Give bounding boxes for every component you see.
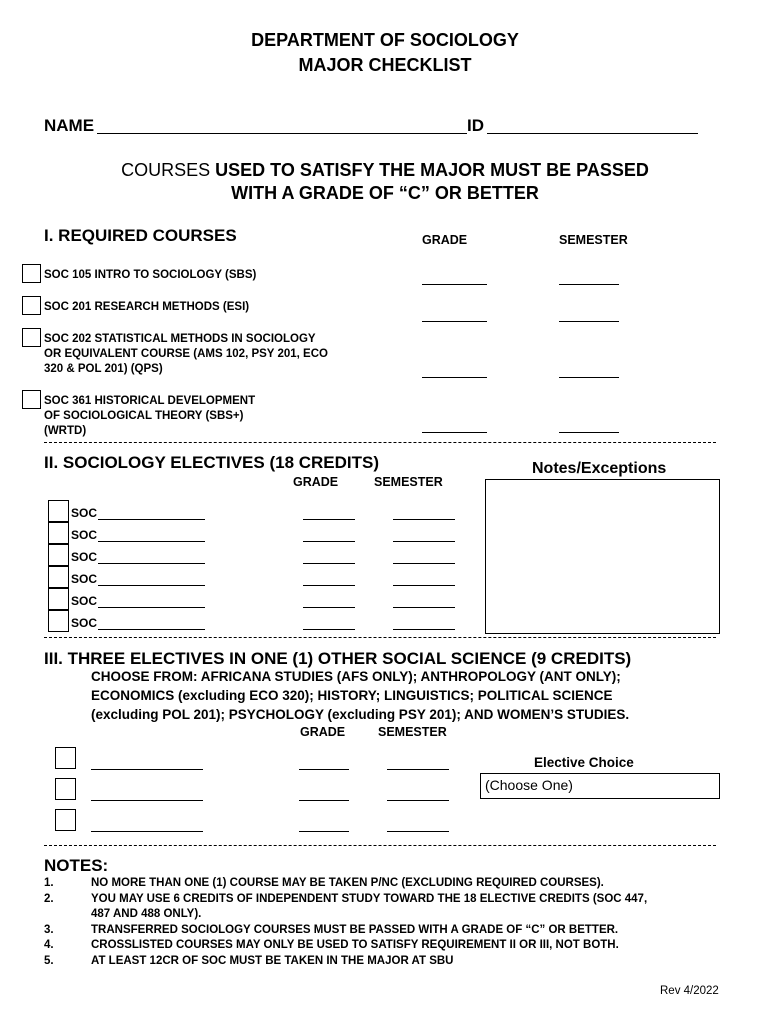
soc-prefix: SOC bbox=[71, 572, 98, 586]
note-text: NO MORE THAN ONE (1) COURSE MAY BE TAKEN P/NC (EXCLUDING REQUIRED COURSES). bbox=[91, 877, 604, 889]
course-number-field[interactable] bbox=[98, 607, 205, 608]
soc-prefix: SOC bbox=[71, 550, 98, 564]
notes-exceptions-label: Notes/Exceptions bbox=[532, 460, 667, 477]
course-number-field[interactable] bbox=[98, 519, 205, 520]
grade-notice bbox=[0, 160, 770, 181]
elective-checkbox[interactable] bbox=[48, 500, 69, 522]
grade-field[interactable] bbox=[422, 432, 487, 433]
choose-from-line2: ECONOMICS (excluding ECO 320); HISTORY; LINGUISTICS; POLITICAL SCIENCE bbox=[91, 688, 613, 703]
section3-title: III. THREE ELECTIVES IN ONE (1) OTHER SOCIAL SCIENCE (9 CREDITS) bbox=[44, 649, 632, 668]
divider bbox=[44, 442, 716, 445]
grade-field[interactable] bbox=[303, 607, 355, 608]
soc-prefix: SOC bbox=[71, 528, 98, 542]
notes-exceptions-box[interactable] bbox=[485, 479, 720, 634]
course-name: SOC 202 STATISTICAL METHODS IN SOCIOLOGY bbox=[44, 333, 316, 345]
semester-field[interactable] bbox=[559, 284, 619, 285]
note-number: 4. bbox=[44, 939, 54, 951]
elective-checkbox[interactable] bbox=[55, 778, 76, 800]
soc-prefix: SOC bbox=[71, 616, 98, 630]
course-checkbox[interactable] bbox=[22, 390, 41, 409]
course-name: OF SOCIOLOGICAL THEORY (SBS+) bbox=[44, 410, 244, 422]
grade-field[interactable] bbox=[422, 377, 487, 378]
semester-field[interactable] bbox=[393, 585, 455, 586]
course-number-field[interactable] bbox=[98, 541, 205, 542]
choose-from-line3: (excluding POL 201); PSYCHOLOGY (excluding PSY 201); AND WOMEN’S STUDIES. bbox=[91, 707, 630, 722]
section3-semester-header: SEMESTER bbox=[378, 725, 447, 739]
semester-field[interactable] bbox=[387, 769, 449, 770]
elective-choice-label: Elective Choice bbox=[534, 755, 634, 770]
course-name: SOC 361 HISTORICAL DEVELOPMENT bbox=[44, 395, 256, 407]
course-number-field[interactable] bbox=[98, 585, 205, 586]
note-number: 5. bbox=[44, 954, 54, 967]
grade-field[interactable] bbox=[299, 831, 349, 832]
grade-field[interactable] bbox=[422, 284, 487, 285]
note-text: CROSSLISTED COURSES MAY ONLY BE USED TO SATISFY REQUIREMENT II OR III, NOT BOTH. bbox=[91, 939, 619, 951]
course-name: (WRTD) bbox=[44, 425, 87, 437]
elective-checkbox[interactable] bbox=[48, 610, 69, 632]
choose-from-line1: CHOOSE FROM: AFRICANA STUDIES (AFS ONLY); ANTHROPOLOGY (ANT ONLY); bbox=[91, 669, 621, 684]
grade-notice-line2: WITH A GRADE OF “C” OR BETTER bbox=[231, 183, 539, 203]
course-name: 320 & POL 201) (QPS) bbox=[44, 363, 163, 375]
semester-field[interactable] bbox=[559, 321, 619, 322]
revision-label: Rev 4/2022 bbox=[660, 985, 719, 997]
id-label: ID bbox=[467, 116, 484, 135]
elective-checkbox[interactable] bbox=[55, 809, 76, 831]
document-subtitle: MAJOR CHECKLIST bbox=[298, 55, 472, 75]
semester-field[interactable] bbox=[393, 563, 455, 564]
section1-semester-header: SEMESTER bbox=[559, 233, 628, 247]
grade-field[interactable] bbox=[303, 629, 355, 630]
course-name: SOC 201 RESEARCH METHODS (ESI) bbox=[44, 301, 250, 313]
elective-checkbox[interactable] bbox=[48, 588, 69, 610]
course-checkbox[interactable] bbox=[22, 264, 41, 283]
note-text: 487 AND 488 ONLY). bbox=[91, 908, 202, 920]
divider bbox=[44, 845, 716, 848]
elective-checkbox[interactable] bbox=[48, 566, 69, 588]
name-field[interactable] bbox=[97, 133, 467, 134]
semester-field[interactable] bbox=[387, 800, 449, 801]
grade-field[interactable] bbox=[299, 800, 349, 801]
grade-notice-bold: USED TO SATISFY THE MAJOR MUST BE PASSED bbox=[215, 160, 649, 180]
note-text: YOU MAY USE 6 CREDITS OF INDEPENDENT STUDY TOWARD THE 18 ELECTIVE CREDITS (SOC 447, bbox=[91, 892, 648, 905]
grade-field[interactable] bbox=[422, 321, 487, 322]
note-text: TRANSFERRED SOCIOLOGY COURSES MUST BE PASSED WITH A GRADE OF “C” OR BETTER. bbox=[91, 923, 619, 936]
grade-notice-normal: COURSES bbox=[121, 160, 216, 180]
grade-field[interactable] bbox=[303, 519, 355, 520]
course-number-field[interactable] bbox=[98, 563, 205, 564]
elective-checkbox[interactable] bbox=[48, 522, 69, 544]
soc-prefix: SOC bbox=[71, 594, 98, 608]
section2-semester-header: SEMESTER bbox=[374, 475, 443, 489]
note-number: 2. bbox=[44, 892, 54, 905]
elective-checkbox[interactable] bbox=[48, 544, 69, 566]
elective-checkbox[interactable] bbox=[55, 747, 76, 769]
semester-field[interactable] bbox=[393, 519, 455, 520]
section1-grade-header: GRADE bbox=[422, 233, 468, 247]
elective-choice-select[interactable]: (Choose One) bbox=[480, 773, 720, 799]
grade-field[interactable] bbox=[303, 563, 355, 564]
semester-field[interactable] bbox=[393, 629, 455, 630]
grade-field[interactable] bbox=[299, 769, 349, 770]
course-checkbox[interactable] bbox=[22, 328, 41, 347]
soc-prefix: SOC bbox=[71, 506, 98, 520]
semester-field[interactable] bbox=[393, 607, 455, 608]
grade-field[interactable] bbox=[303, 585, 355, 586]
semester-field[interactable] bbox=[559, 432, 619, 433]
semester-field[interactable] bbox=[393, 541, 455, 542]
note-number: 3. bbox=[44, 923, 54, 936]
section2-grade-header: GRADE bbox=[293, 475, 339, 489]
grade-field[interactable] bbox=[303, 541, 355, 542]
course-name: OR EQUIVALENT COURSE (AMS 102, PSY 201, ECO bbox=[44, 348, 328, 360]
course-number-field[interactable] bbox=[98, 629, 205, 630]
section2-title: II. SOCIOLOGY ELECTIVES (18 CREDITS) bbox=[44, 453, 380, 472]
note-number: 1. bbox=[44, 877, 54, 889]
notes-title: NOTES: bbox=[44, 856, 109, 875]
divider bbox=[44, 637, 716, 640]
note-text: AT LEAST 12CR OF SOC MUST BE TAKEN IN THE MAJOR AT SBU bbox=[91, 954, 454, 967]
semester-field[interactable] bbox=[559, 377, 619, 378]
semester-field[interactable] bbox=[387, 831, 449, 832]
course-field[interactable] bbox=[91, 800, 203, 801]
course-field[interactable] bbox=[91, 831, 203, 832]
course-name: SOC 105 INTRO TO SOCIOLOGY (SBS) bbox=[44, 269, 257, 281]
id-field[interactable] bbox=[487, 133, 698, 134]
document-title: DEPARTMENT OF SOCIOLOGY bbox=[251, 30, 519, 50]
section1-title: I. REQUIRED COURSES bbox=[44, 226, 237, 245]
course-field[interactable] bbox=[91, 769, 203, 770]
name-label: NAME bbox=[44, 116, 95, 135]
course-checkbox[interactable] bbox=[22, 296, 41, 315]
section3-grade-header: GRADE bbox=[300, 725, 346, 739]
